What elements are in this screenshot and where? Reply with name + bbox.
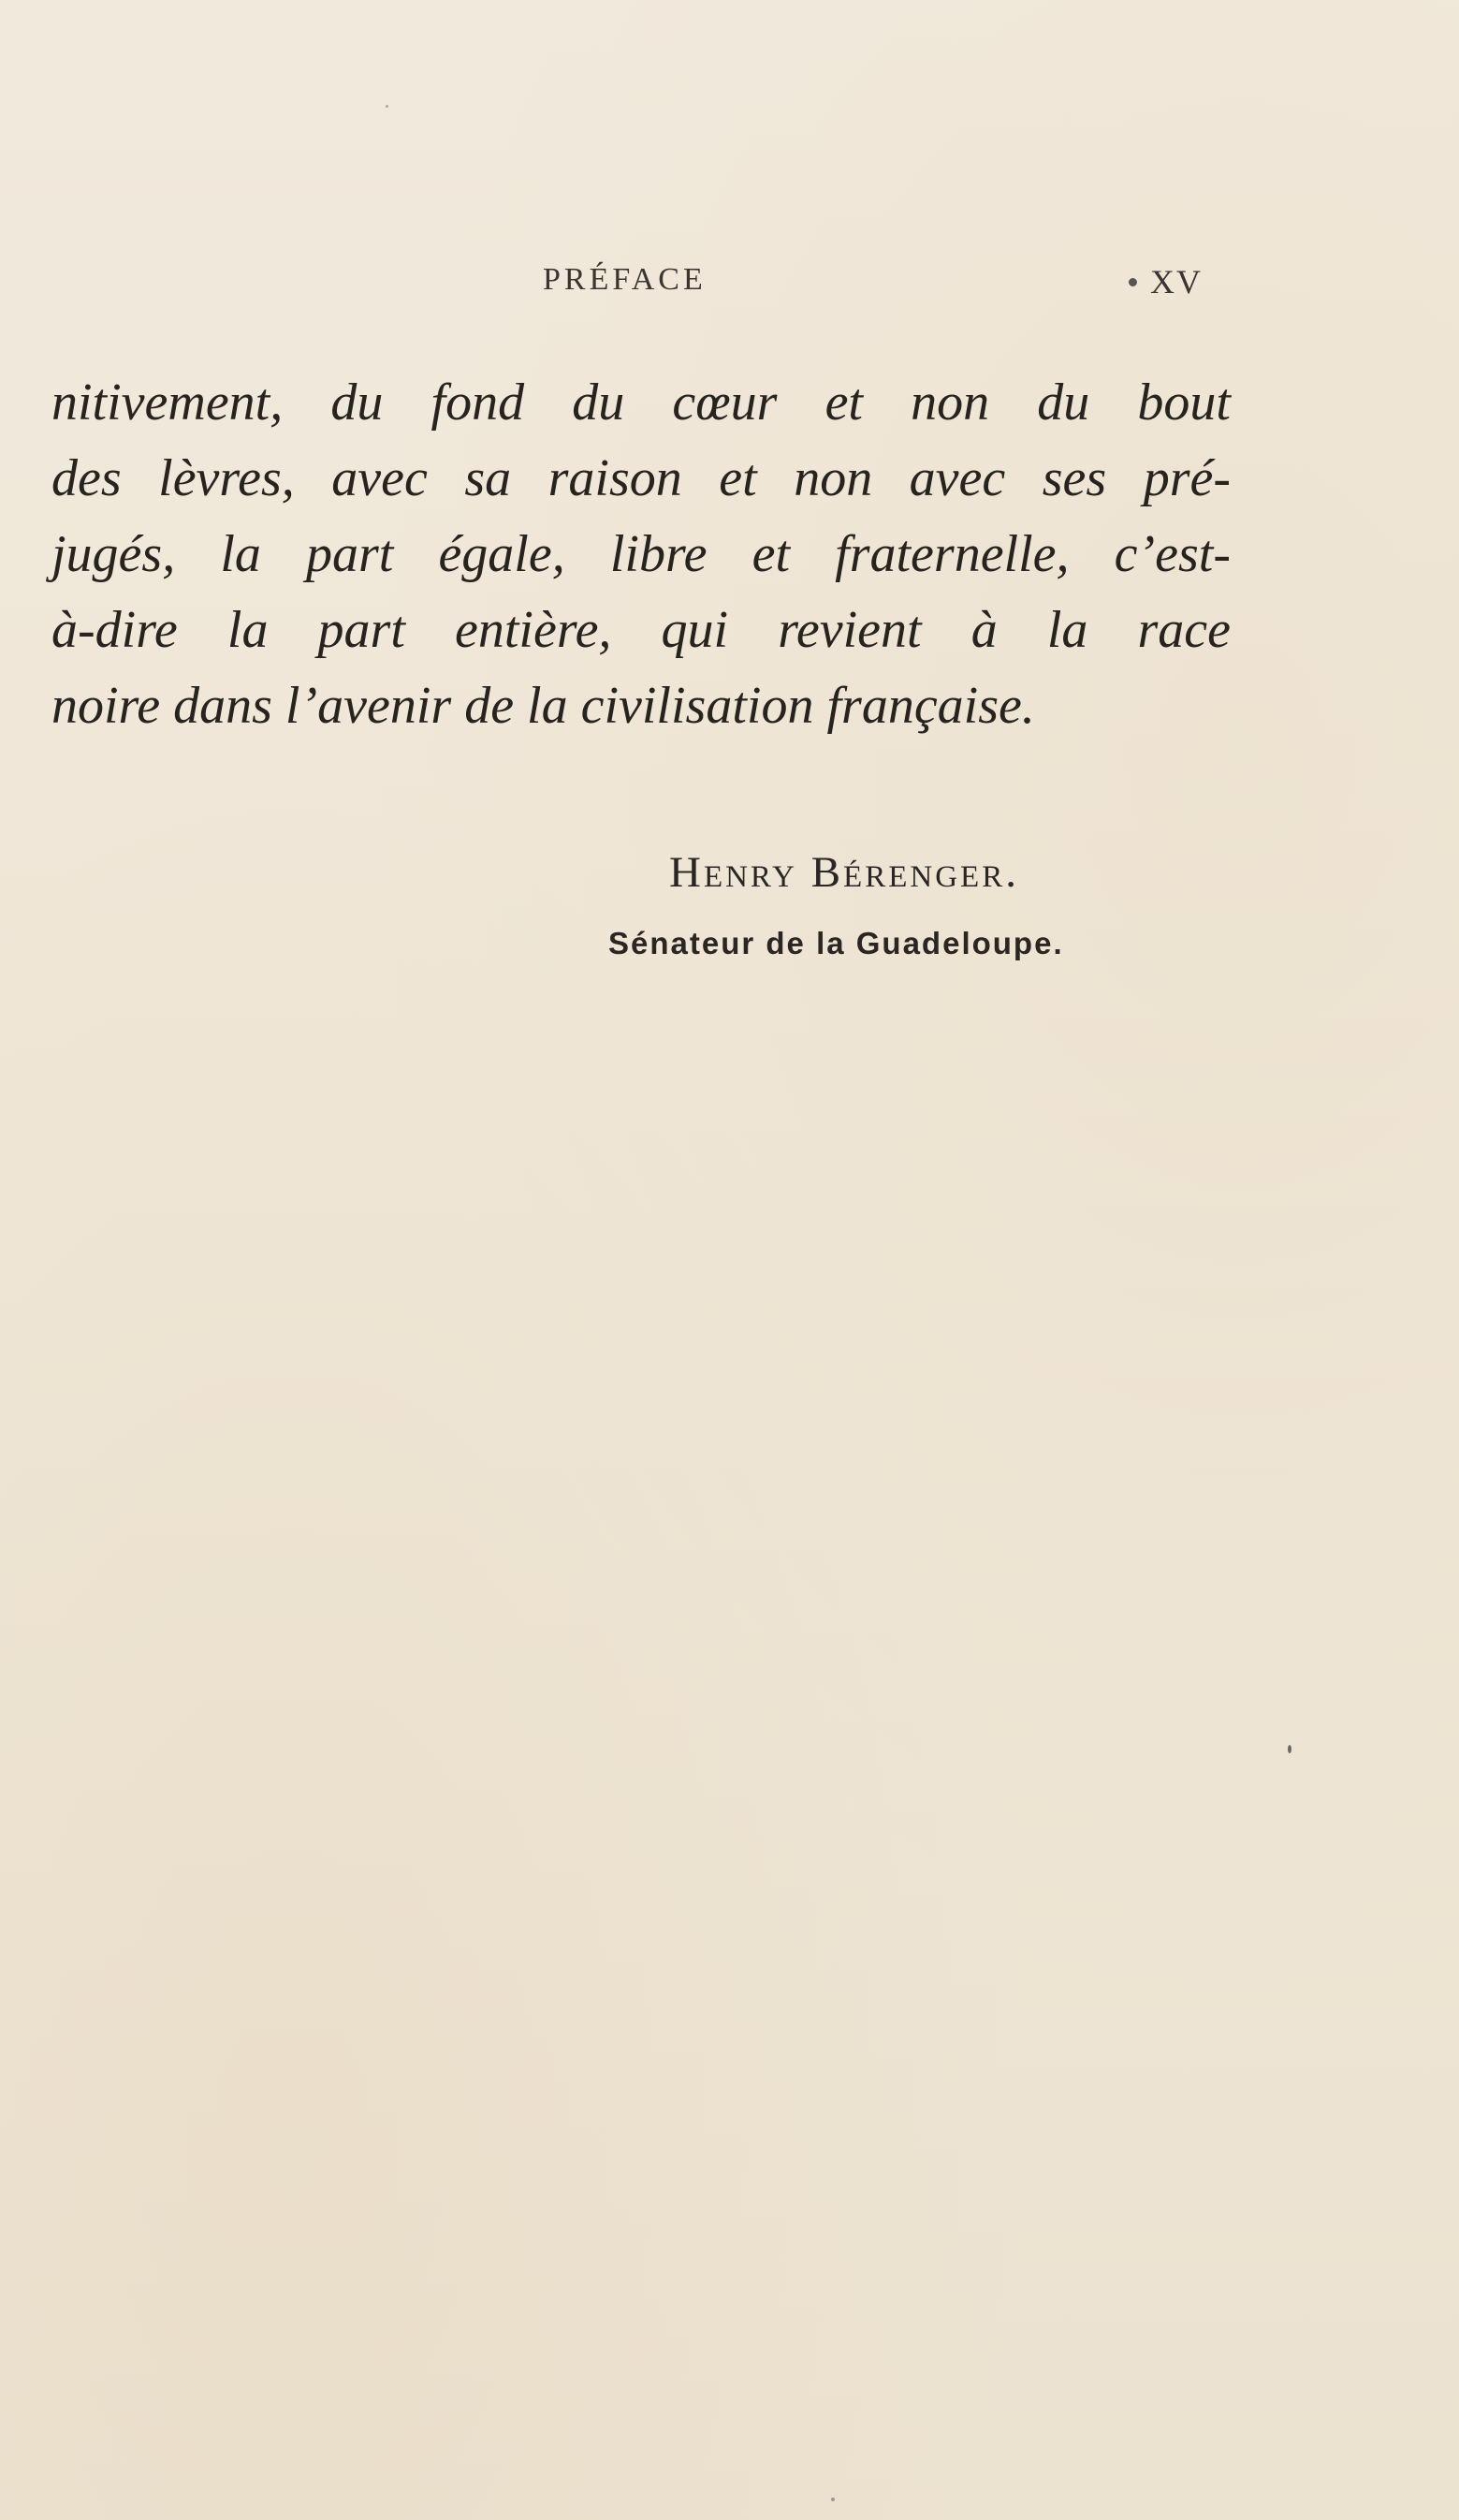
text-line: à-dire la part entière, qui revient à la race xyxy=(51,601,1231,659)
author-title: Sénateur de la Guadeloupe. xyxy=(608,926,1064,960)
text-line: des lèvres, avec sa raison et non avec ses pré- xyxy=(51,449,1231,507)
page-number-area xyxy=(1129,262,1203,301)
author-name: Henry Bérenger. xyxy=(669,848,1019,897)
page-number: XV xyxy=(1150,263,1203,300)
paper-speck xyxy=(831,2498,835,2501)
running-title: PRÉFACE xyxy=(543,262,707,297)
text-line: nitivement, du fond du cœur et non du bout xyxy=(51,374,1231,432)
preface-text xyxy=(51,365,1231,744)
text-line: noire dans l’avenir de la civilisation française. xyxy=(51,677,1035,735)
bullet-dot-icon xyxy=(1129,278,1137,286)
text-line: jugés, la part égale, libre et fraternelle, c’est- xyxy=(51,525,1231,583)
running-header xyxy=(0,262,1459,318)
paper-speck xyxy=(386,105,388,108)
paper-speck xyxy=(1288,1745,1291,1753)
